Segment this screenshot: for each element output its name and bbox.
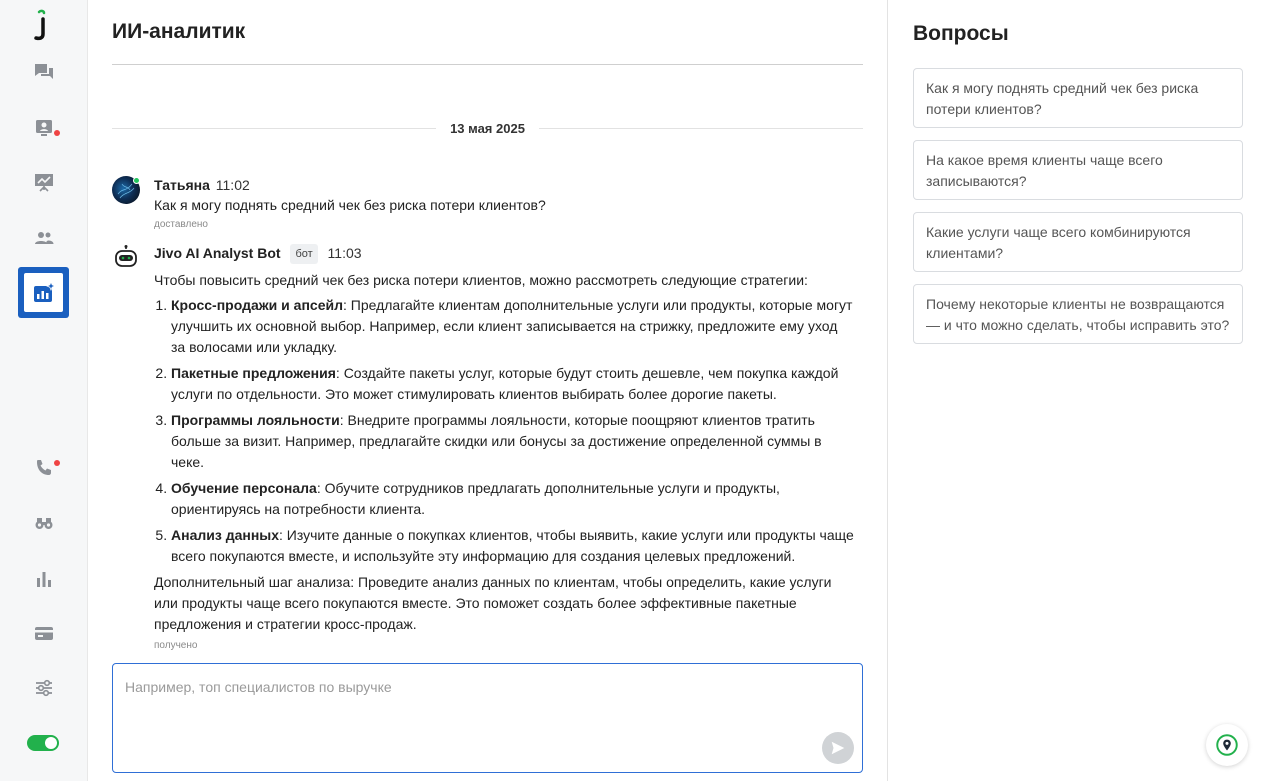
list-item: 5. Анализ данных: Изучите данные о покупках клиентов, чтобы выявить, какие услуги или продукты чаще всего покупаются вместе, и используйте эту информацию для создания целевых предложений. <box>171 525 854 567</box>
send-button[interactable] <box>822 732 854 764</box>
ai-analyst-chat-panel <box>88 0 887 781</box>
robot-icon <box>112 244 140 272</box>
title-divider <box>112 64 863 65</box>
binoculars-icon[interactable] <box>30 509 58 537</box>
list-item: 3. Программы лояльности: Внедрите программы лояльности, которые поощряют клиентов тратить больше за визит. Например, предлагайте скидки или бонусы за достижение определенной суммы в чеке. <box>171 410 854 473</box>
date-separator <box>112 118 863 138</box>
list-item: 2. Пакетные предложения: Создайте пакеты услуг, которые будут стоить дешевле, чем покупка каждой услуги по отдельности. Это может стимулировать клиентов выбирать более дорогие пакеты. <box>171 363 854 405</box>
message-time: 11:02 <box>215 177 250 193</box>
online-indicator <box>133 177 140 184</box>
message-time: 11:03 <box>327 245 362 261</box>
phone-icon[interactable] <box>30 454 58 482</box>
message-status: доставлено <box>154 219 208 230</box>
chat-bubbles-icon[interactable] <box>30 58 58 86</box>
notification-badge <box>54 460 60 466</box>
online-status-toggle[interactable] <box>27 735 59 751</box>
settings-sliders-icon[interactable] <box>30 674 58 702</box>
questions-panel <box>887 0 1262 781</box>
bar-chart-icon[interactable] <box>30 565 58 593</box>
question-card[interactable]: Какие услуги чаще всего комбинируются клиентами? <box>913 212 1243 272</box>
message-text: Как я могу поднять средний чек без риска потери клиентов? <box>154 197 546 213</box>
message-status: получено <box>154 640 198 651</box>
presentation-chart-icon[interactable] <box>30 168 58 196</box>
left-navigation-rail <box>0 0 88 781</box>
question-card[interactable]: На какое время клиенты чаще всего записываются? <box>913 140 1243 200</box>
message-composer <box>112 663 863 773</box>
send-icon <box>829 739 847 757</box>
ai-analyst-icon <box>32 281 56 305</box>
bot-badge: бот <box>290 244 317 264</box>
message-author: Jivo AI Analyst Bot <box>154 245 281 261</box>
question-card[interactable]: Почему некоторые клиенты не возвращаются — и что можно сделать, чтобы исправить это? <box>913 284 1243 344</box>
message-author: Татьяна <box>154 177 210 193</box>
page-title: ИИ-аналитик <box>112 20 246 43</box>
jivo-logo-icon[interactable] <box>30 8 54 42</box>
support-widget-button[interactable] <box>1206 724 1248 766</box>
ai-analyst-nav-item[interactable] <box>18 267 69 318</box>
notification-badge <box>54 130 60 136</box>
list-item: 1. Кросс-продажи и апсейл: Предлагайте клиентам дополнительные услуги или продукты, которые могут улучшить их основной выбор. Например, если клиент записывается на стрижку, предложите ему уход за волосами или укладку. <box>171 295 854 358</box>
billing-card-icon[interactable] <box>30 619 58 647</box>
question-card[interactable]: Как я могу поднять средний чек без риска потери клиентов? <box>913 68 1243 128</box>
message-intro: Чтобы повысить средний чек без риска потери клиентов, можно рассмотреть следующие стратегии: <box>154 272 808 288</box>
visitor-monitor-icon[interactable] <box>30 114 58 142</box>
message-input[interactable] <box>113 664 862 772</box>
list-item: 4. Обучение персонала: Обучите сотрудников предлагать дополнительные услуги и продукты, ориентируясь на потребности клиента. <box>171 478 854 520</box>
team-icon[interactable] <box>30 224 58 252</box>
date-label: 13 мая 2025 <box>450 120 525 136</box>
message-outro: Дополнительный шаг анализа: Проведите анализ данных по клиентам, чтобы определить, какие услуги или продукты чаще всего покупаются вместе. Это поможет создать более эффективные пакетные предложения и стратегии кросс-продаж. <box>154 574 832 632</box>
location-pin-icon <box>1214 732 1240 758</box>
questions-title: Вопросы <box>913 22 1009 45</box>
strategy-list <box>154 295 854 567</box>
